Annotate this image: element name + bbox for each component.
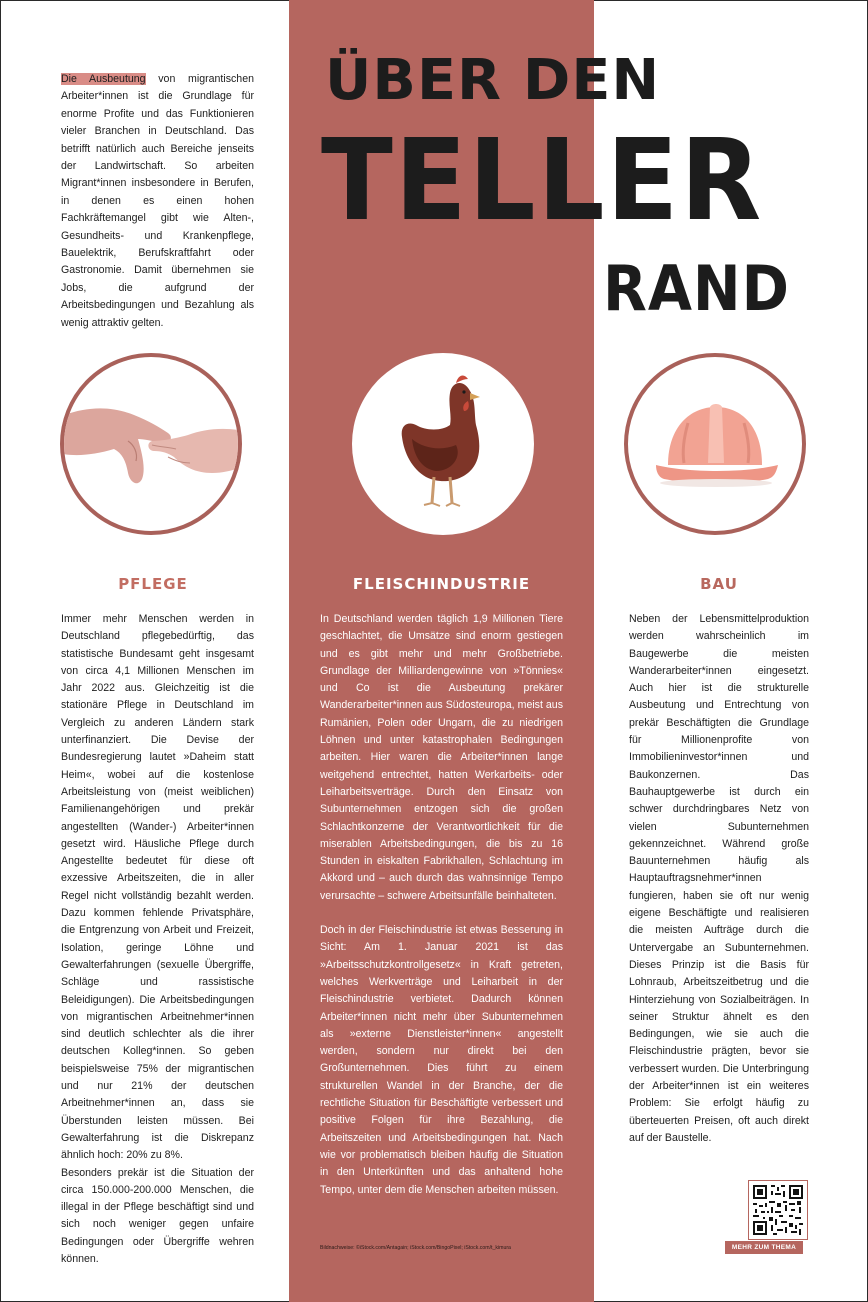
pflege-text xyxy=(61,611,254,1268)
intro-highlight: Die Ausbeutung xyxy=(61,73,146,85)
title-line-1: ÜBER DEN xyxy=(325,48,661,113)
intro-paragraph xyxy=(61,71,254,332)
chicken-icon xyxy=(352,353,534,535)
qr-code-icon[interactable] xyxy=(748,1180,808,1240)
hands-icon xyxy=(60,353,242,535)
pflege-paragraph-2: Besonders prekär ist die Situation der circa 150.000-200.000 Menschen, die illegal in der Pflege beschäftigt sind und sich noch weniger gegen unfaire Bedingungen oder Übergriffe wehren können. xyxy=(61,1166,254,1265)
section-title-bau: BAU xyxy=(700,575,738,593)
fleisch-paragraph-1: In Deutschland werden täglich 1,9 Millionen Tiere geschlachtet, die Umsätze sind enorm gestiegen und es gibt mehr und mehr Großbetriebe. Grundlage der Milliardengewinne von »Tönnies« und Co ist die Ausbeutung prekärer Wanderarbeiter*innen aus Südosteuropa, meist aus Rumänien, Polen oder Ungarn, die zu niedrigen Löhnen und unter katastrophalen Bedingungen arbeiten. Hier waren die Arbeiter*innen lange weitgehend entrechtet, hatten Werkarbeits- oder Leiharbeitsverträge. Durch den Einsatz von Subunternehmen entzogen sich die großen Schlachtkonzerne der Verantwortlichkeit für die miserablen Arbeitsbedingungen, die bis zu 16 Stunden in eiskalten Fabrikhallen, Schlachtung im Akkord und – auch durch das wahnsinnige Tempo verursachte – schwere Arbeitsunfälle beinhalteten. xyxy=(320,613,563,902)
title-line-3: RAND xyxy=(603,252,790,325)
intro-text: von migrantischen Arbeiter*innen ist die Grundlage für enorme Profite und das Funktionieren vieler Branchen in Deutschland. Das betrifft natürlich auch Bereiche jenseits der Landwirtschaft. So arbeiten Migrant*innen insbesondere in Berufen, in denen es einen hohen Fachkräftemangel gibt wie Alten-, Gesundheits- und Krankenpflege, Bauelektrik, Berufskraftfahrt oder Gastronomie. Damit übernehmen sie Jobs, die aufgrund der Arbeitsbedingungen und Bezahlung als wenig attraktiv gelten. xyxy=(61,73,254,329)
image-credits: Bildnachweise: ©iStock.com/Antagain; iStock.com/BingoPixel; iStock.com/t_kimura xyxy=(320,1245,511,1251)
section-title-fleischindustrie: FLEISCHINDUSTRIE xyxy=(352,575,531,593)
bau-text xyxy=(629,611,809,1147)
pflege-paragraph-1: Immer mehr Menschen werden in Deutschland pflegebedürftig, das statistische Bundesamt geht insgesamt von circa 4,1 Millionen Menschen im Jahr 2022 aus. Gleichzeitig ist die stationäre Pflege in Deutschland im Vergleich zu anderen Ländern stark unterfinanziert. Die Devise der Bundesregierung lautet »Daheim statt Heim«, wobei auf die kostenlose Arbeitsleistung von (meist weiblichen) Familienangehörigen und prekär angestellten (Wander-) Arbeiter*innen gesetzt wird. Häusliche Pflege durch Angestellte bedeutet für diese oft exzessive Arbeitszeiten, die in aller Regel nicht vollständig bezahlt werden. Dazu kommen fehlende Privatsphäre, die Entgrenzung von Arbeit und Freizeit, Isolation, geringe Löhne und Gewalterfahrungen (sexuelle Übergriffe, Schläge und rassistische Beleidigungen). Die Arbeitsbedingungen von migrantischen Arbeitnehmer*innen sind deutlich schlechter als die ihrer deutschen Kolleg*innen. So geben beispielsweise 75% der migrantischen und nur 21% der deutschen Arbeitnehmer*innen an, dass sie Überstunden leisten müssen. Bei Gewalterfahrung ist die Diskrepanz ähnlich hoch: 20% zu 8%. xyxy=(61,613,254,1162)
title-line-2: TELLER xyxy=(321,116,764,246)
fleisch-paragraph-2: Doch in der Fleischindustrie ist etwas Besserung in Sicht: Am 1. Januar 2021 ist das »Arbeitsschutzkontrollgesetz« in Kraft getreten, welches Werkverträge und Leiharbeit in der Fleischindustrie verbietet. Dadurch können Arbeiter*innen nicht mehr über Subunternehmen als »externe Dienstleister*innen« angestellt werden, sondern nur direkt bei den Großunternehmen. Dies führt zu einem strukturellen Wandel in der Branche, der die rechtliche Situation für Beschäftigte verbessert und positive Folgen für ihre Bezahlung, die Arbeitszeiten und Arbeitsbedingungen hat. Nach wie vor problematisch bleiben häufig die Situation in den Unterkünften und das anhaltend hohe Tempo, unter dem die Menschen arbeiten müssen. xyxy=(320,924,563,1196)
fleisch-text xyxy=(320,611,563,1199)
hard-hat-icon xyxy=(624,353,806,535)
section-title-pflege: PFLEGE xyxy=(118,575,188,593)
more-on-topic-label[interactable]: MEHR ZUM THEMA xyxy=(725,1241,803,1254)
bau-paragraph-1: Neben der Lebensmittelproduktion werden wahrscheinlich im Baugewerbe die meisten Wanderarbeiter*innen eingesetzt. Auch hier ist die strukturelle Ausbeutung und Entrechtung von prekär Beschäftigten die Grundlage für Millionenprofite von Immobilieninvestor*innen und Baukonzernen. Das Bauhauptgewerbe ist durch ein schwer durchdringbares Netz von vielen Subunternehmen gekennzeichnet. Während große Bauunternehmen häufig als Hauptauftragsnehmer*innen fungieren, haben sie oft nur wenig eigene Beschäftigte und realisieren die meisten Aufträge durch die Untervergabe an Subunternehmen. Dieses Prinzip ist die Basis für Lohnraub, Arbeitszeitbetrug und die Hinterziehung von Sozialbeiträgen. In seiner Struktur ähnelt es den Bedingungen, wie sie auch die Fleischindustrie prägten, bevor sie verbessert wurden. Die Unterbringung der Arbeiter*innen ist ein weiteres Problem: Sie erfolgt häufig zu überteuerten Preisen, oft auch direkt auf der Baustelle. xyxy=(629,613,809,1144)
